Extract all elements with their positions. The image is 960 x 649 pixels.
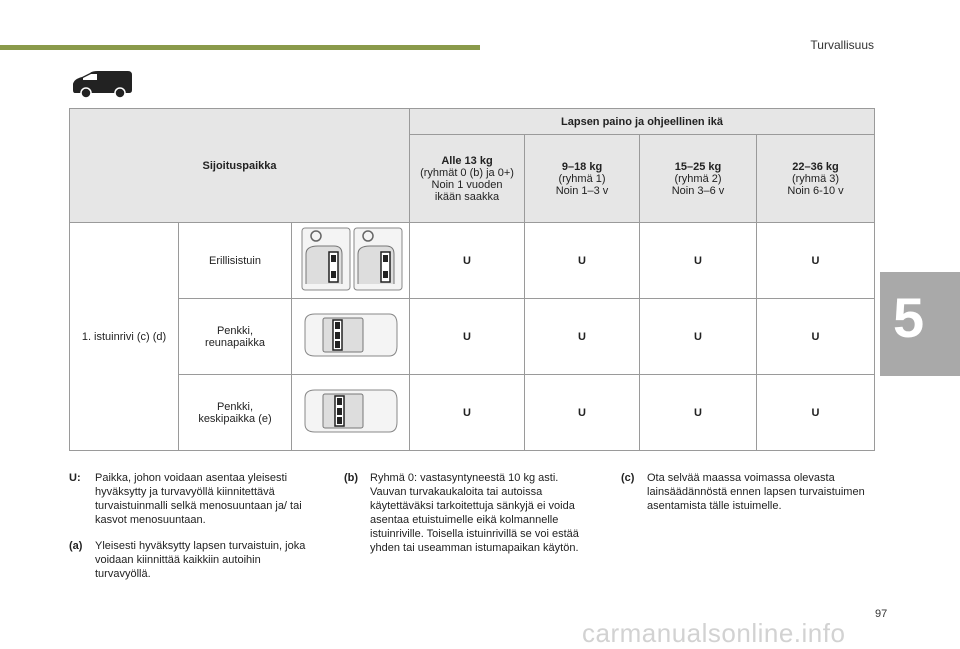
cell-value: U [640,299,757,375]
seat-label: Penkki, reunapaikka [179,299,292,375]
weight-class-2: 15–25 kg (ryhmä 2) Noin 3–6 v [640,135,757,223]
cell-value: U [525,299,640,375]
cell-value: U [525,375,640,451]
seat-diagram [292,223,410,299]
note-key: U: [69,472,81,484]
front-seat-diagram-icon [296,224,406,294]
weight-class-1: 9–18 kg (ryhmä 1) Noin 1–3 v [525,135,640,223]
cell-value: U [410,299,525,375]
page-number: 97 [875,608,888,620]
chapter-number: 5 [893,286,925,349]
cell-value: U [757,375,875,451]
note-text: Paikka, johon voidaan asentaa yleisesti hyväksytty ja turvavyöllä kiinnitettävä turvaistuinmalli selkä menosuuntaan ja/ tai kasvot menosuuntaan. [95,472,302,526]
note-c [621,471,876,513]
cell-value: U [640,375,757,451]
note-u [69,471,319,527]
notes-column-3 [621,471,876,525]
seat-diagram [292,299,410,375]
note-key: (c) [621,472,635,484]
bench-outer-seat-icon [301,310,401,360]
note-b [344,471,584,555]
note-text: Ryhmä 0: vastasyntyneestä 10 kg asti. Vauvan turvakaukaloita tai autoissa käytettäväksi tarkoitettuja sänkyjä ei voida asentaa etuistuimelle eikä kolmannelle istuinriville. Toisella istuinrivillä se voi estää yhden tai useamman istumapaikan käytön. [370,472,579,554]
child-seat-table [69,108,875,451]
seat-label: Penkki, keskipaikka (e) [179,375,292,451]
table-row [70,223,875,299]
bench-center-seat-icon [301,386,401,436]
cell-value: U [525,223,640,299]
cell-value: U [410,375,525,451]
note-text: Ota selvää maassa voimassa olevasta lainsäädännöstä ennen lapsen turvaistuimen asentamista tälle istuimelle. [647,472,865,512]
cell-value: U [640,223,757,299]
cell-value: U [757,223,875,299]
row-group-label: 1. istuinrivi (c) (d) [70,223,179,451]
cell-value: U [757,299,875,375]
position-header: Sijoituspaikka [70,109,410,223]
header-accent-bar [0,45,480,50]
seat-diagram [292,375,410,451]
seat-label: Erillisistuin [179,223,292,299]
notes-column-1 [69,471,319,593]
note-text: Yleisesti hyväksytty lapsen turvaistuin, joka voidaan kiinnittää kaikkiin autoihin turvavyöllä. [95,540,306,580]
watermark: carmanualsonline.info [582,618,846,648]
cell-value: U [410,223,525,299]
weight-class-0: Alle 13 kg (ryhmät 0 (b) ja 0+) Noin 1 vuoden ikään saakka [410,135,525,223]
note-a [69,539,319,581]
weight-class-3: 22–36 kg (ryhmä 3) Noin 6-10 v [757,135,875,223]
table-row [70,375,875,451]
note-key: (b) [344,472,359,484]
section-title: Turvallisuus [810,38,874,52]
weight-group-header: Lapsen paino ja ohjeellinen ikä [410,109,875,135]
table-row [70,299,875,375]
notes-column-2 [344,471,584,567]
van-icon [70,70,134,100]
note-key: (a) [69,540,83,552]
